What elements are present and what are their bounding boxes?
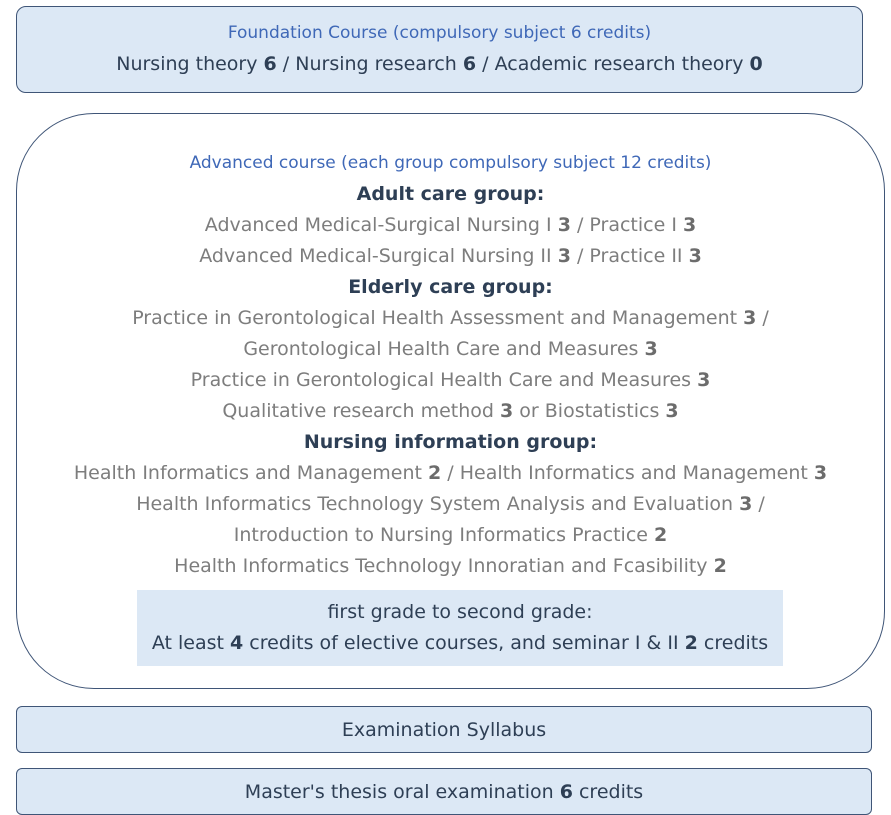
course-text: Advanced Medical-Surgical Nursing I <box>204 214 558 236</box>
course-text: Qualitative research method <box>222 400 500 422</box>
foundation-courses <box>17 53 862 75</box>
elective-line-1: first grade to second grade: <box>327 601 593 623</box>
course-text: Health Informatics Technology System Analysis and Evaluation <box>136 493 740 515</box>
course-nursing-research: Nursing research <box>295 53 457 75</box>
separator: / <box>476 53 495 75</box>
credits: 6 <box>263 53 277 75</box>
info-line-1 <box>17 462 884 484</box>
credits: 3 <box>688 245 702 267</box>
examination-syllabus-box <box>16 706 872 753</box>
credits: 3 <box>813 462 828 484</box>
separator: / <box>276 53 296 75</box>
credits: 3 <box>557 245 571 267</box>
credits: 2 <box>713 555 727 577</box>
credits: 3 <box>557 214 571 236</box>
adult-line-1 <box>17 214 884 236</box>
advanced-course-box <box>16 113 885 689</box>
foundation-title: Foundation Course (compulsory subject 6 credits) <box>227 23 652 43</box>
credits: 6 <box>462 53 477 75</box>
elective-text: credits <box>697 632 769 654</box>
course-nursing-theory: Nursing theory <box>116 53 258 75</box>
credits: 3 <box>665 400 679 422</box>
elective-text: credits of elective courses, and seminar I & II <box>243 632 685 654</box>
adult-group-heading: Adult care group: <box>356 183 545 205</box>
credits: 3 <box>682 214 697 236</box>
elderly-group-heading: Elderly care group: <box>348 276 553 298</box>
elderly-line-4 <box>17 400 884 422</box>
course-text: Health Informatics Technology Innoratian and Fcasibility <box>174 555 714 577</box>
elective-line-2 <box>137 632 783 654</box>
course-text: Gerontological Health Care and Measures <box>243 338 645 360</box>
credits: 2 <box>684 632 698 654</box>
examination-syllabus-label: Examination Syllabus <box>341 719 547 741</box>
thesis-box <box>16 768 872 815</box>
credits: 3 <box>739 493 753 515</box>
credits: 3 <box>743 307 757 329</box>
course-text: Advanced Medical-Surgical Nursing II <box>199 245 558 267</box>
info-line-4 <box>17 555 884 577</box>
info-line-3 <box>17 524 884 546</box>
course-text: / Practice II <box>570 245 689 267</box>
foundation-course-box <box>16 6 863 93</box>
adult-line-2 <box>17 245 884 267</box>
course-text: / <box>752 493 765 515</box>
course-text: Practice in Gerontological Health Assessment and Management <box>132 307 744 329</box>
elective-text: At least <box>151 632 231 654</box>
course-text: Introduction to Nursing Informatics Practice <box>233 524 654 546</box>
thesis-text: credits <box>572 781 644 803</box>
credits: 3 <box>500 400 514 422</box>
credits: 2 <box>654 524 668 546</box>
course-text: Practice in Gerontological Health Care and Measures <box>190 369 698 391</box>
credits: 3 <box>644 338 658 360</box>
credits: 3 <box>697 369 711 391</box>
course-text: / Practice I <box>570 214 683 236</box>
course-academic-research-theory: Academic research theory <box>494 53 744 75</box>
elective-box <box>137 590 783 666</box>
info-line-2 <box>17 493 884 515</box>
course-text: / <box>756 307 769 329</box>
course-text: or Biostatistics <box>513 400 666 422</box>
credits: 6 <box>559 781 573 803</box>
course-text: Health Informatics and Management <box>73 462 429 484</box>
elderly-line-3 <box>17 369 884 391</box>
credits: 2 <box>428 462 442 484</box>
elderly-line-2 <box>17 338 884 360</box>
advanced-title: Advanced course (each group compulsory subject 12 credits) <box>189 153 712 173</box>
thesis-label <box>17 781 871 803</box>
credits: 0 <box>749 53 763 75</box>
course-text: / Health Informatics and Management <box>441 462 814 484</box>
credits: 4 <box>230 632 244 654</box>
thesis-text: Master's thesis oral examination <box>244 781 560 803</box>
elderly-line-1 <box>17 307 884 329</box>
info-group-heading: Nursing information group: <box>303 431 598 453</box>
